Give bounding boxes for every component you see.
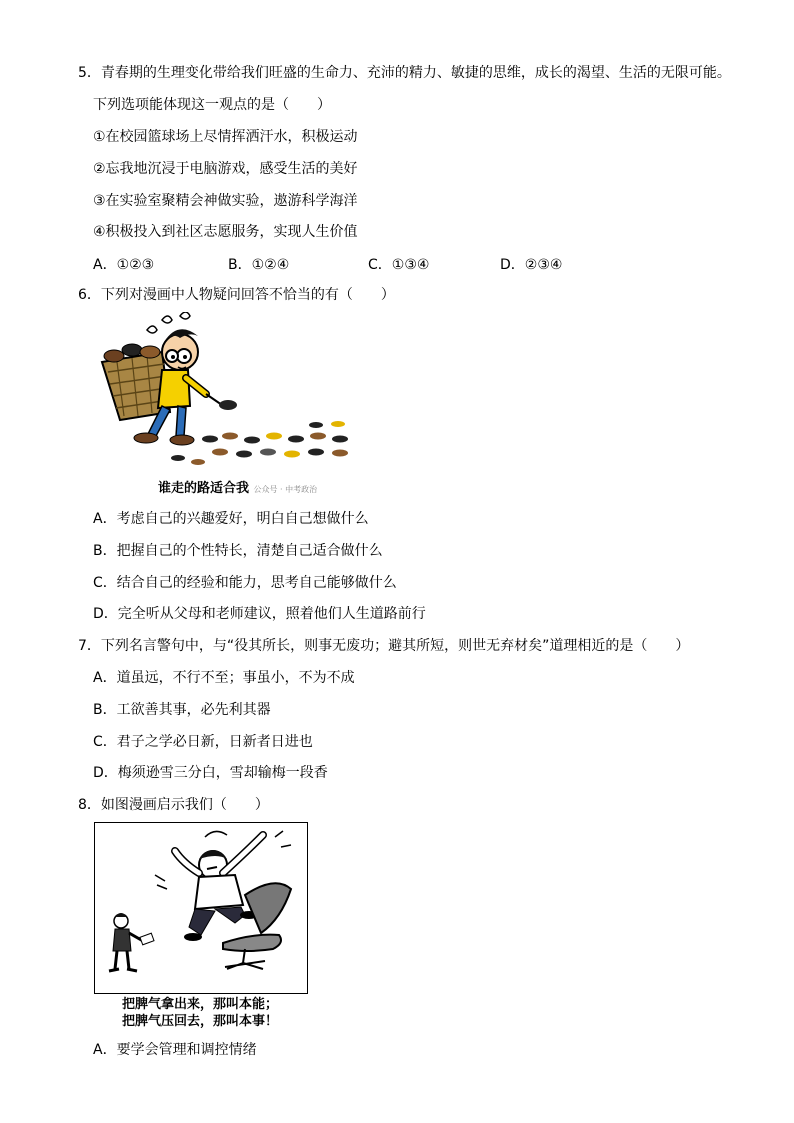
q8-stem: 8．如图漫画启示我们（ ）: [78, 797, 269, 813]
q5-option-d[interactable]: D．②③④: [500, 257, 563, 273]
cartoon-man-with-basket-illustration: [92, 312, 354, 472]
q5-option-a[interactable]: A．①②③: [93, 257, 155, 273]
q5-option-b[interactable]: B．①②④: [228, 257, 290, 273]
q5-prompt: 下列选项能体现这一观点的是（ ）: [93, 97, 331, 113]
q5-item-3: ③在实验室聚精会神做实验，遨游科学海洋: [93, 193, 358, 209]
q5-stem: 5．青春期的生理变化带给我们旺盛的生命力、充沛的精力、敏捷的思维，成长的渴望、生活的无限可能。: [78, 65, 731, 81]
q6-cartoon: [92, 312, 354, 500]
q6-cartoon-caption: 谁走的路适合我: [158, 481, 250, 496]
q6-option-b[interactable]: B．把握自己的个性特长，清楚自己适合做什么: [93, 543, 383, 559]
q7-option-b[interactable]: B．工欲善其事，必先利其器: [93, 702, 271, 718]
q5-item-2: ②忘我地沉浸于电脑游戏，感受生活的美好: [93, 161, 358, 177]
q6-option-a[interactable]: A．考虑自己的兴趣爱好，明白自己想做什么: [93, 511, 369, 527]
q7-option-d[interactable]: D．梅须逊雪三分白，雪却输梅一段香: [93, 765, 328, 781]
q7-option-a[interactable]: A．道虽远，不行不至；事虽小，不为不成: [93, 670, 355, 686]
q8-cartoon: [94, 822, 308, 994]
q8-cartoon-caption-1: 把脾气拿出来，那叫本能；: [122, 997, 279, 1012]
cartoon-angry-man-kicking-chair-illustration: [95, 823, 306, 992]
q5-option-c[interactable]: C．①③④: [368, 257, 430, 273]
q6-option-d[interactable]: D．完全听从父母和老师建议，照着他们人生道路前行: [93, 606, 426, 622]
q7-stem: 7．下列名言警句中，与“役其所长，则事无废功；避其所短，则世无弃材矣”道理相近的是（ ）: [78, 638, 690, 654]
q6-option-c[interactable]: C．结合自己的经验和能力，思考自己能够做什么: [93, 575, 397, 591]
q5-item-4: ④积极投入到社区志愿服务，实现人生价值: [93, 224, 358, 240]
q7-option-c[interactable]: C．君子之学必日新，日新者日进也: [93, 734, 313, 750]
q5-item-1: ①在校园篮球场上尽情挥洒汗水，积极运动: [93, 129, 358, 145]
q6-cartoon-watermark: 公众号 · 中考政治: [253, 485, 318, 494]
q8-cartoon-caption-2: 把脾气压回去，那叫本事！: [122, 1014, 279, 1029]
q6-stem: 6．下列对漫画中人物疑问回答不恰当的有（ ）: [78, 287, 395, 303]
q8-option-a[interactable]: A．要学会管理和调控情绪: [93, 1042, 257, 1058]
